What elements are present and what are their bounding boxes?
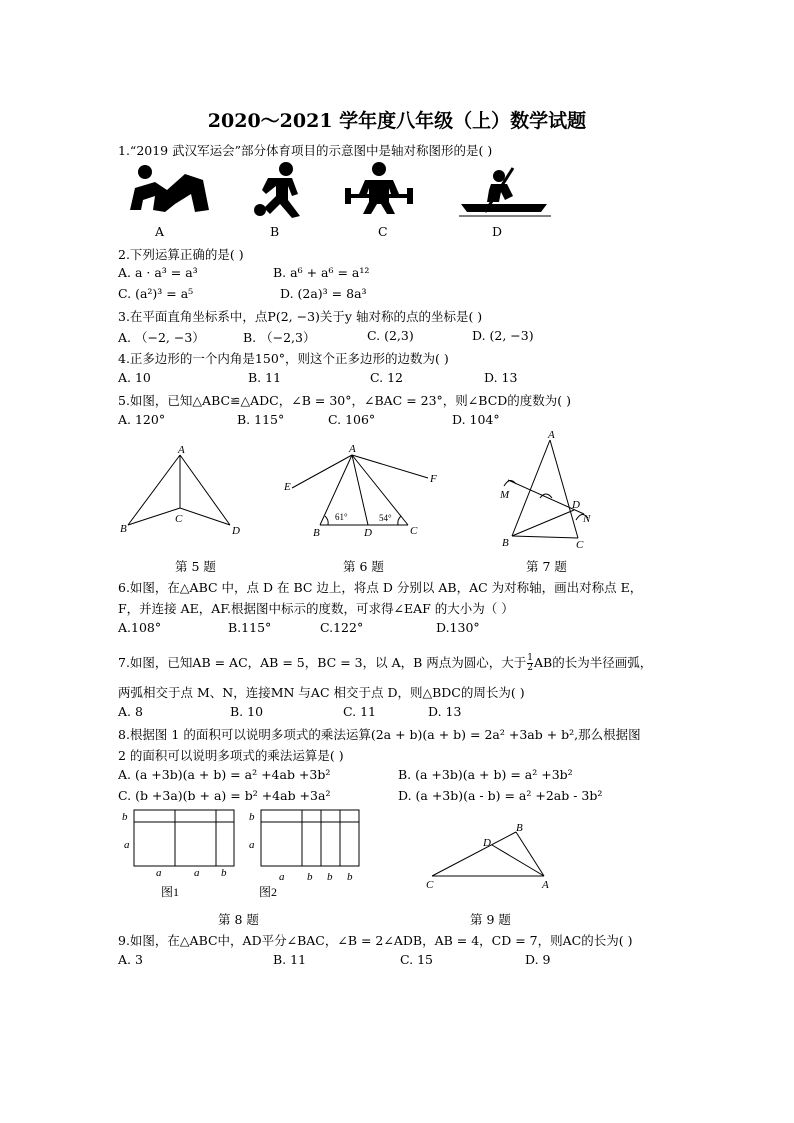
q7-option-c[interactable]: C. 11 [343, 704, 376, 719]
fig8-1-side-b: b [122, 811, 128, 823]
fig7-label-n: N [583, 513, 591, 525]
q7-option-d[interactable]: D. 13 [428, 704, 462, 719]
fig7-label-b: B [502, 537, 509, 549]
q2-option-a[interactable]: A. a · a³ = a³ [118, 265, 198, 280]
q6-option-c[interactable]: C.122° [320, 620, 364, 635]
question-2-stem: 2.下列运算正确的是( ) [118, 247, 244, 262]
page-title: 2020～2021 学年度八年级（上）数学试题 [207, 110, 587, 132]
question-4-stem: 4.正多边形的一个内角是150°，则这个正多边形的边数为( ) [118, 351, 449, 366]
fig9-label-c: C [426, 879, 434, 891]
fig6-angle-54: 54° [379, 513, 392, 523]
fig6-label-b: B [313, 527, 320, 539]
fig6-label-c: C [410, 525, 418, 537]
q7-fraction [527, 654, 533, 673]
q1-option-c[interactable]: C [378, 224, 388, 239]
q2-option-d[interactable]: D. (2a)³ = 8a³ [280, 286, 367, 301]
q4-option-a[interactable]: A. 10 [118, 370, 151, 385]
question-8-stem-line1: 8.根据图 1 的面积可以说明多项式的乘法运算(2a + b)(a + b) = 2a² +3ab + b²,那么根据图 [118, 727, 641, 742]
fig8-2-bottom-b2: b [327, 871, 333, 883]
figure-8-2 [245, 808, 375, 898]
fig8-1-bottom-a1: a [156, 867, 162, 879]
question-8-stem-line2: 2 的面积可以说明多项式的乘法运算是( ) [118, 748, 344, 763]
fig7-label-a: A [548, 429, 555, 441]
fig8-2-bottom-a: a [279, 871, 285, 883]
q2-option-c[interactable]: C. (a²)³ = a⁵ [118, 286, 194, 301]
fig7-label-m: M [500, 489, 510, 501]
q4-option-d[interactable]: D. 13 [484, 370, 518, 385]
fig8-2-side-b: b [249, 811, 255, 823]
figure-6 [280, 440, 445, 540]
fig7-label-c: C [576, 539, 584, 551]
question-5-stem: 5.如图，已知△ABC≌△ADC，∠B = 30°，∠BAC = 23°，则∠BCD的度数为( ) [118, 393, 572, 408]
fig8-2-caption: 图2 [259, 885, 278, 898]
question-7-stem-line1 [118, 653, 652, 673]
figure-9-caption: 第 9 题 [470, 912, 511, 927]
fig8-1-bottom-b: b [221, 867, 227, 879]
q9-option-a[interactable]: A. 3 [118, 952, 143, 967]
soccer-icon [248, 160, 308, 220]
fig9-label-a: A [542, 879, 549, 891]
question-7-stem-line2: 两弧相交于点 M、N，连接MN 与AC 相交于点 D，则△BDC的周长为( ) [118, 685, 525, 700]
q5-option-c[interactable]: C. 106° [328, 412, 376, 427]
question-6-stem-line1: 6.如图，在△ABC 中，点 D 在 BC 边上，将点 D 分别以 AB，AC 为对称轴，画出对称点 E， [118, 580, 643, 595]
q3-option-b[interactable]: B. （−2,3） [243, 330, 316, 345]
q4-option-b[interactable]: B. 11 [248, 370, 282, 385]
q3-option-d[interactable]: D. (2, −3) [472, 328, 534, 343]
q7-frac-num: 1 [527, 653, 533, 663]
q8-option-d[interactable]: D. (a +3b)(a - b) = a² +2ab - 3b² [398, 788, 603, 803]
fig6-label-f: F [430, 473, 437, 485]
figure-8-caption: 第 8 题 [218, 912, 259, 927]
q1-option-d[interactable]: D [492, 224, 503, 239]
fig6-label-a: A [349, 443, 356, 455]
figure-9 [420, 818, 560, 893]
question-9-stem: 9.如图，在△ABC中，AD平分∠BAC，∠B = 2∠ADB，AB = 4，CD = 7，则AC的长为( ) [118, 933, 633, 948]
fig8-2-bottom-b1: b [307, 871, 313, 883]
q7-frac-den: 2 [527, 663, 533, 673]
q6-option-d[interactable]: D.130° [436, 620, 480, 635]
question-3-stem: 3.在平面直角坐标系中，点P(2, −3)关于y 轴对称的点的坐标是( ) [118, 309, 483, 324]
q5-option-d[interactable]: D. 104° [452, 412, 500, 427]
fig5-label-d: D [232, 525, 240, 537]
fig9-label-b: B [516, 822, 523, 834]
fig6-angle-61: 61° [335, 512, 348, 522]
fig6-label-d: D [364, 527, 372, 539]
figure-7 [490, 428, 600, 552]
q8-option-a[interactable]: A. (a +3b)(a + b) = a² +4ab +3b² [118, 767, 331, 782]
fig6-label-e: E [284, 481, 291, 493]
q6-option-b[interactable]: B.115° [228, 620, 272, 635]
fig5-label-c: C [175, 513, 183, 525]
q3-option-c[interactable]: C. (2,3) [367, 328, 414, 343]
q6-option-a[interactable]: A.108° [118, 620, 162, 635]
fig8-2-bottom-b3: b [347, 871, 353, 883]
wrestling-icon [125, 160, 215, 215]
q8-option-b[interactable]: B. (a +3b)(a + b) = a² +3b² [398, 767, 573, 782]
q9-option-d[interactable]: D. 9 [525, 952, 551, 967]
q5-option-b[interactable]: B. 115° [237, 412, 285, 427]
q1-option-b[interactable]: B [270, 224, 280, 239]
q7-option-b[interactable]: B. 10 [230, 704, 264, 719]
q7-option-a[interactable]: A. 8 [118, 704, 143, 719]
q8-option-c[interactable]: C. (b +3a)(b + a) = b² +4ab +3a² [118, 788, 331, 803]
fig5-label-b: B [120, 523, 127, 535]
q5-option-a[interactable]: A. 120° [118, 412, 166, 427]
q7-stem-end: AB的长为半径画弧， [534, 655, 653, 670]
question-6-stem-line2: F，并连接 AE，AF.根据图中标示的度数，可求得∠EAF 的大小为（ ） [118, 601, 514, 616]
canoe-icon [455, 160, 555, 218]
figure-6-caption: 第 6 题 [343, 559, 384, 574]
figure-5 [110, 440, 250, 540]
q1-option-a[interactable]: A [155, 224, 165, 239]
q9-option-b[interactable]: B. 11 [273, 952, 307, 967]
q3-option-a[interactable]: A. （−2, −3） [118, 330, 205, 345]
q4-option-c[interactable]: C. 12 [370, 370, 403, 385]
figure-7-caption: 第 7 题 [526, 559, 567, 574]
fig8-1-caption: 图1 [161, 885, 180, 898]
q7-stem-start: 7.如图，已知AB = AC，AB = 5，BC = 3，以 A，B 两点为圆心，大于 [118, 655, 527, 670]
q2-option-b[interactable]: B. a⁶ + a⁶ = a¹² [273, 265, 370, 280]
figure-5-caption: 第 5 题 [175, 559, 216, 574]
q9-option-c[interactable]: C. 15 [400, 952, 433, 967]
fig5-label-a: A [178, 444, 185, 456]
fig9-label-d: D [483, 837, 491, 849]
figure-8-1 [118, 808, 248, 898]
fig8-1-side-a: a [124, 839, 130, 851]
fig8-2-side-a: a [249, 839, 255, 851]
weightlifting-icon [343, 160, 415, 216]
fig7-label-d: D [572, 499, 580, 511]
fig8-1-bottom-a2: a [194, 867, 200, 879]
question-1-stem: 1.“2019 武汉军运会”部分体育项目的示意图中是轴对称图形的是( ) [118, 143, 493, 158]
